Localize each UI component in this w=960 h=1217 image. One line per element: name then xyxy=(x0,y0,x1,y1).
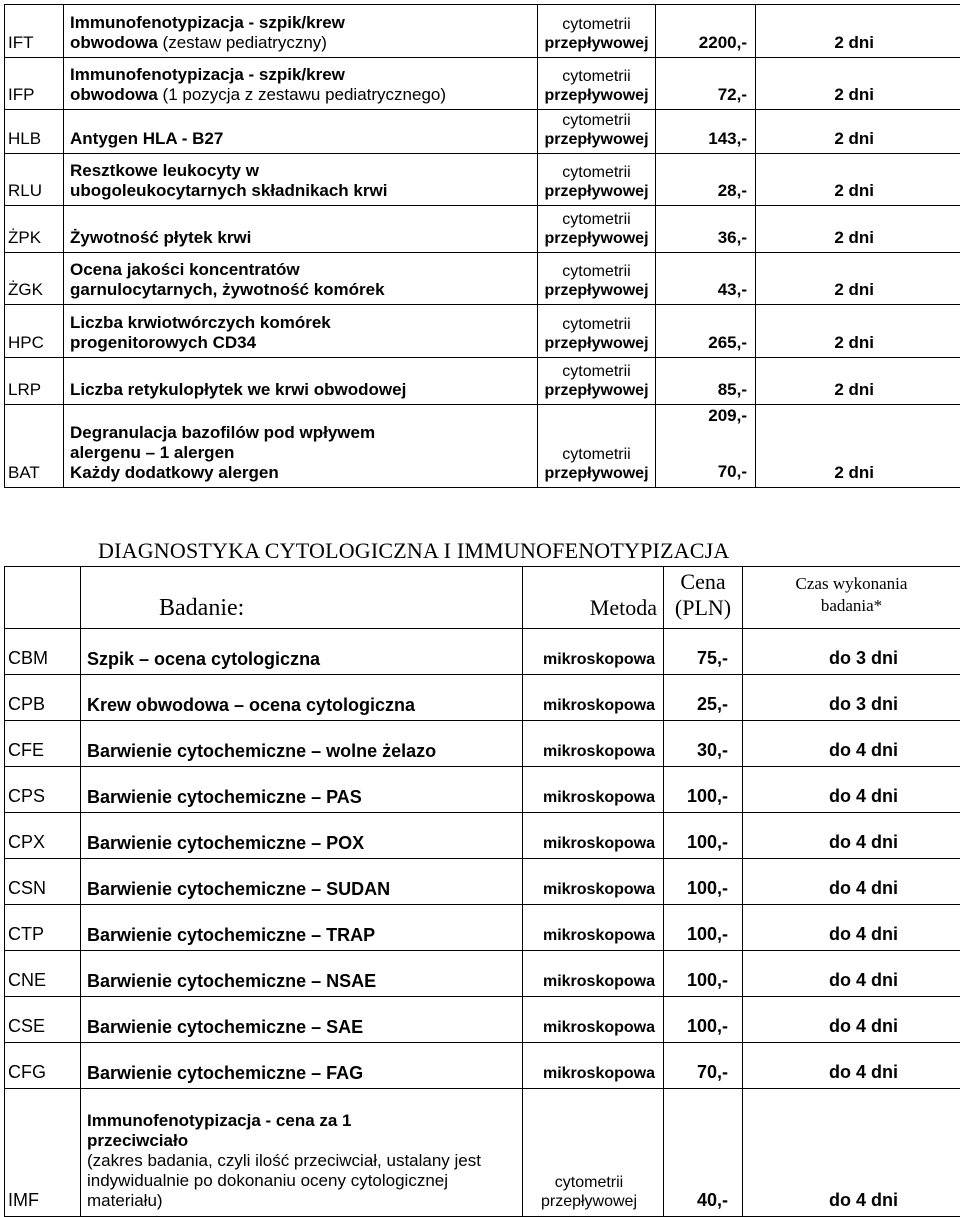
test-name: Barwienie cytochemiczne – POX xyxy=(81,813,523,859)
test-time: do 4 dni xyxy=(743,1043,960,1089)
test-method xyxy=(538,110,656,154)
test-name xyxy=(64,305,538,358)
test-time: do 3 dni xyxy=(743,629,960,675)
test-method xyxy=(523,1089,664,1217)
test-price xyxy=(656,405,756,488)
test-name xyxy=(64,253,538,305)
test-time: 2 dni xyxy=(756,358,960,405)
table-row xyxy=(5,951,960,997)
test-code: BAT xyxy=(5,405,64,488)
header-cena-label: Cena xyxy=(680,569,725,594)
table-row xyxy=(5,253,960,305)
test-method xyxy=(538,5,656,58)
test-name-line: Każdy dodatkowy alergen xyxy=(70,463,279,482)
test-name: Barwienie cytochemiczne – SUDAN xyxy=(81,859,523,905)
test-name-line: Liczba krwiotwórczych komórek xyxy=(70,313,331,332)
test-name xyxy=(64,5,538,58)
test-name-line: Degranulacja bazofilów pod wpływem xyxy=(70,423,375,442)
test-code: CSE xyxy=(5,997,81,1043)
test-name: Barwienie cytochemiczne – TRAP xyxy=(81,905,523,951)
flow-cytometry-table xyxy=(4,4,960,488)
header-cena-unit: (PLN) xyxy=(675,595,731,620)
test-price: 100,- xyxy=(664,997,743,1043)
table-row xyxy=(5,721,960,767)
header-czas-label-2: badania* xyxy=(821,596,882,615)
test-price: 265,- xyxy=(656,305,756,358)
header-badanie: Badanie: xyxy=(81,567,523,629)
table-row xyxy=(5,5,960,58)
test-name-line: garnulocytarnych, żywotność komórek xyxy=(70,280,385,299)
test-time: do 4 dni xyxy=(743,951,960,997)
test-method xyxy=(538,253,656,305)
table-row xyxy=(5,1089,960,1217)
test-code: IFP xyxy=(5,58,64,110)
test-method: mikroskopowa xyxy=(523,951,664,997)
test-time: 2 dni xyxy=(756,110,960,154)
test-name: Barwienie cytochemiczne – NSAE xyxy=(81,951,523,997)
test-time: do 4 dni xyxy=(743,767,960,813)
test-price: 40,- xyxy=(664,1089,743,1217)
method-line: przepływowej xyxy=(544,282,648,299)
test-time: do 4 dni xyxy=(743,1089,960,1217)
table-row xyxy=(5,358,960,405)
test-time: 2 dni xyxy=(756,206,960,253)
test-name: Szpik – ocena cytologiczna xyxy=(81,629,523,675)
test-time: do 4 dni xyxy=(743,859,960,905)
test-name-note: (zestaw pediatryczny) xyxy=(158,33,327,52)
test-method: mikroskopowa xyxy=(523,813,664,859)
table-row xyxy=(5,154,960,206)
test-name-line: Immunofenotypizacja - szpik/krew xyxy=(70,13,345,32)
test-price: 100,- xyxy=(664,813,743,859)
table-row xyxy=(5,905,960,951)
method-line: przepływowej xyxy=(544,465,648,482)
test-price: 43,- xyxy=(656,253,756,305)
method-line: cytometrii xyxy=(562,16,630,33)
test-method: mikroskopowa xyxy=(523,721,664,767)
test-time: do 4 dni xyxy=(743,813,960,859)
test-name-line: progenitorowych CD34 xyxy=(70,333,256,352)
test-name: Krew obwodowa – ocena cytologiczna xyxy=(81,675,523,721)
test-code: IFT xyxy=(5,5,64,58)
test-code: CTP xyxy=(5,905,81,951)
test-method xyxy=(538,154,656,206)
test-method xyxy=(538,358,656,405)
method-line: przepływowej xyxy=(544,335,648,352)
test-method xyxy=(538,58,656,110)
table-row xyxy=(5,1043,960,1089)
test-time: 2 dni xyxy=(756,58,960,110)
section-title: DIAGNOSTYKA CYTOLOGICZNA I IMMUNOFENOTYPIZACJA xyxy=(98,538,730,564)
table-row xyxy=(5,206,960,253)
test-name: Barwienie cytochemiczne – wolne żelazo xyxy=(81,721,523,767)
method-line: przepływowej xyxy=(544,230,648,247)
test-code: HLB xyxy=(5,110,64,154)
test-time: do 4 dni xyxy=(743,905,960,951)
table-row xyxy=(5,675,960,721)
test-code: CSN xyxy=(5,859,81,905)
header-czas-label: Czas wykonania xyxy=(796,574,908,593)
test-time: do 4 dni xyxy=(743,721,960,767)
header-cena xyxy=(664,567,743,629)
test-name-line: ubogoleukocytarnych składnikach krwi xyxy=(70,181,387,200)
test-method: mikroskopowa xyxy=(523,767,664,813)
test-price: 100,- xyxy=(664,951,743,997)
method-line: cytometrii xyxy=(562,112,630,129)
method-line: cytometrii xyxy=(562,446,630,463)
table-row xyxy=(5,859,960,905)
table-row xyxy=(5,813,960,859)
price-additional-allergen: 70,- xyxy=(718,462,747,481)
test-method: mikroskopowa xyxy=(523,629,664,675)
test-name-note: (1 pozycja z zestawu pediatrycznego) xyxy=(158,85,446,104)
test-method xyxy=(538,305,656,358)
test-name-line: Immunofenotypizacja - cena za 1 xyxy=(87,1111,352,1130)
test-name-line: Żywotność płytek krwi xyxy=(70,228,251,247)
method-line: cytometrii xyxy=(562,363,630,380)
test-name xyxy=(81,1089,523,1217)
test-name-line: Resztkowe leukocyty w xyxy=(70,161,259,180)
test-name-line: alergenu – 1 alergen xyxy=(70,443,234,462)
test-time: do 4 dni xyxy=(743,997,960,1043)
test-name-line: obwodowa xyxy=(70,33,158,52)
method-line: cytometrii xyxy=(562,211,630,228)
test-price: 100,- xyxy=(664,905,743,951)
test-method xyxy=(538,206,656,253)
test-time: 2 dni xyxy=(756,154,960,206)
test-code: IMF xyxy=(5,1089,81,1217)
test-code: ŻPK xyxy=(5,206,64,253)
test-name-line: Liczba retykulopłytek we krwi obwodowej xyxy=(70,380,406,399)
method-line: przepływowej xyxy=(544,183,648,200)
test-name xyxy=(64,358,538,405)
method-line: cytometrii xyxy=(562,263,630,280)
test-name xyxy=(64,110,538,154)
test-code: ŻGK xyxy=(5,253,64,305)
test-code: CNE xyxy=(5,951,81,997)
test-name: Barwienie cytochemiczne – PAS xyxy=(81,767,523,813)
test-code: CFE xyxy=(5,721,81,767)
header-czas xyxy=(743,567,960,629)
test-price: 100,- xyxy=(664,859,743,905)
test-price: 75,- xyxy=(664,629,743,675)
test-time: 2 dni xyxy=(756,405,960,488)
test-method: mikroskopowa xyxy=(523,905,664,951)
table-row xyxy=(5,767,960,813)
method-line: cytometrii xyxy=(562,316,630,333)
test-name xyxy=(64,154,538,206)
test-code: LRP xyxy=(5,358,64,405)
method-line: przepływowej xyxy=(544,131,648,148)
test-price: 28,- xyxy=(656,154,756,206)
test-price: 36,- xyxy=(656,206,756,253)
test-price: 72,- xyxy=(656,58,756,110)
test-name-line: obwodowa xyxy=(70,85,158,104)
test-name xyxy=(64,206,538,253)
method-line: przepływowej xyxy=(544,35,648,52)
test-method xyxy=(538,405,656,488)
test-method: mikroskopowa xyxy=(523,1043,664,1089)
test-method: mikroskopowa xyxy=(523,859,664,905)
test-code: CPB xyxy=(5,675,81,721)
table-row xyxy=(5,629,960,675)
test-time: 2 dni xyxy=(756,305,960,358)
test-name xyxy=(64,58,538,110)
test-price: 25,- xyxy=(664,675,743,721)
test-price: 30,- xyxy=(664,721,743,767)
test-name-line: Immunofenotypizacja - szpik/krew xyxy=(70,65,345,84)
test-code: CPS xyxy=(5,767,81,813)
test-name-line: Antygen HLA - B27 xyxy=(70,129,223,148)
method-line: cytometrii xyxy=(562,164,630,181)
test-code: RLU xyxy=(5,154,64,206)
test-name-line: Ocena jakości koncentratów xyxy=(70,260,300,279)
table-row xyxy=(5,305,960,358)
method-line: przepływowej xyxy=(544,382,648,399)
test-method: mikroskopowa xyxy=(523,675,664,721)
test-time: 2 dni xyxy=(756,5,960,58)
test-name-note: (zakres badania, czyli ilość przeciwciał, ustalany jest indywidualnie po dokonaniu oceny cytologicznej materiału) xyxy=(87,1151,487,1211)
test-price: 143,- xyxy=(656,110,756,154)
test-price: 100,- xyxy=(664,767,743,813)
method-line: cytometrii xyxy=(562,68,630,85)
table-row xyxy=(5,58,960,110)
header-code-cell xyxy=(5,567,81,629)
table-row xyxy=(5,405,960,488)
test-code: CPX xyxy=(5,813,81,859)
method-line: cytometrii xyxy=(555,1174,623,1191)
table-row xyxy=(5,997,960,1043)
test-time: 2 dni xyxy=(756,253,960,305)
price-first-allergen: 209,- xyxy=(656,405,747,427)
test-price: 85,- xyxy=(656,358,756,405)
test-time: do 3 dni xyxy=(743,675,960,721)
test-name: Barwienie cytochemiczne – FAG xyxy=(81,1043,523,1089)
test-price: 2200,- xyxy=(656,5,756,58)
test-price: 70,- xyxy=(664,1043,743,1089)
test-code: HPC xyxy=(5,305,64,358)
method-line: przepływowej xyxy=(541,1193,637,1210)
table-row xyxy=(5,110,960,154)
test-code: CFG xyxy=(5,1043,81,1089)
test-name: Barwienie cytochemiczne – SAE xyxy=(81,997,523,1043)
test-name-line: przeciwciało xyxy=(87,1131,188,1150)
cytology-table xyxy=(4,566,960,1217)
test-code: CBM xyxy=(5,629,81,675)
test-name xyxy=(64,405,538,488)
header-metoda: Metoda xyxy=(523,567,664,629)
test-method: mikroskopowa xyxy=(523,997,664,1043)
method-line: przepływowej xyxy=(544,87,648,104)
table-header-row xyxy=(5,567,960,629)
